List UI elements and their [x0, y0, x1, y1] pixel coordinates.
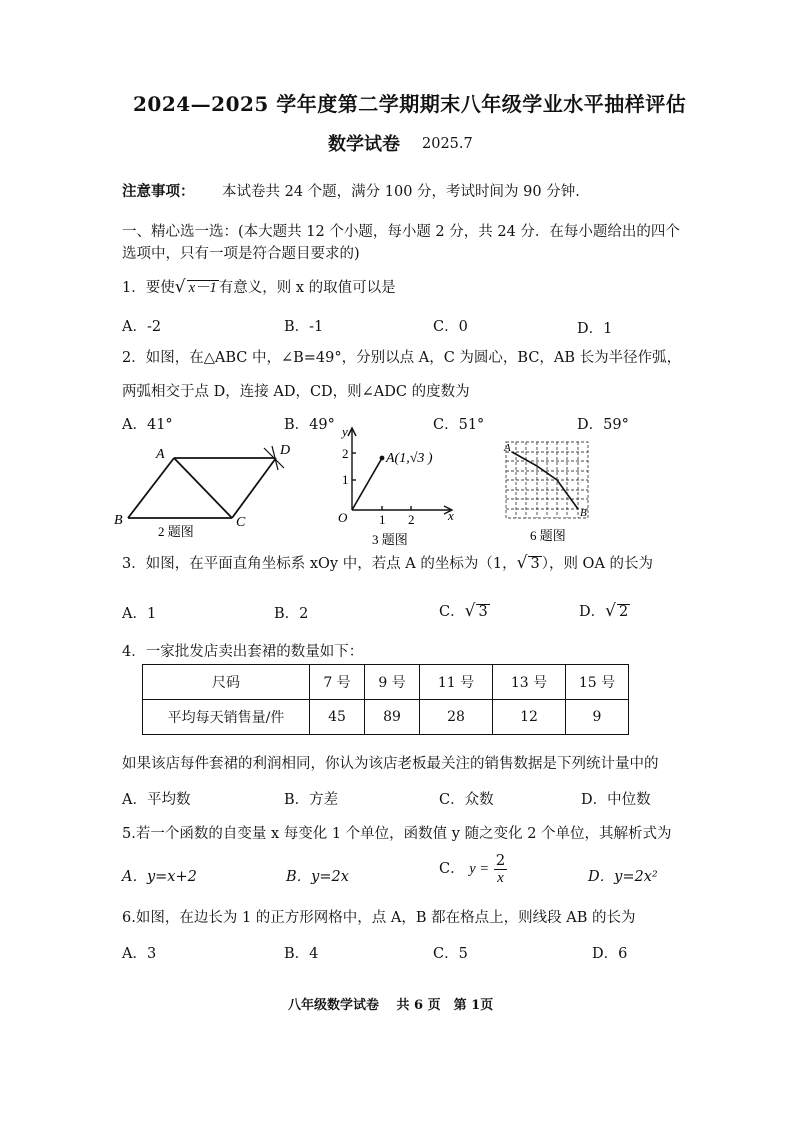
fig6-label-a: A — [504, 442, 511, 454]
table-cell: 7 号 — [310, 665, 365, 700]
table-cell: 12 — [493, 700, 566, 735]
table-cell: 尺码 — [143, 665, 310, 700]
q5-option-b[interactable]: B．y=2x — [286, 869, 349, 885]
q5-option-d[interactable]: D．y=2x² — [588, 869, 658, 885]
table-cell: 89 — [365, 700, 420, 735]
fraction-denominator: x — [497, 869, 504, 886]
q3-option-c[interactable]: C．√ 3 — [439, 601, 488, 621]
page-footer: 八年级数学试卷 共 6 页 第 1页 — [288, 998, 494, 1013]
q6-option-d[interactable]: D．6 — [592, 946, 628, 962]
q1-option-a[interactable]: A．-2 — [122, 319, 162, 335]
table-row — [143, 665, 629, 700]
q4-option-d[interactable]: D．中位数 — [581, 792, 651, 808]
table-cell: 28 — [420, 700, 493, 735]
table-cell: 平均每天销售量/件 — [143, 700, 310, 735]
fig3-point-label: A(1,√3 ) — [386, 451, 433, 466]
fig3-x-label: x — [448, 508, 454, 523]
table-cell: 45 — [310, 700, 365, 735]
q3-option-c-label: C． — [439, 604, 465, 620]
fig2-label-d: D — [280, 443, 291, 458]
notice-text: 本试卷共 24 个题，满分 100 分，考试时间为 90 分钟. — [222, 184, 580, 200]
exam-subtitle: 数学试卷 — [328, 134, 400, 155]
q1-option-c[interactable]: C．0 — [433, 319, 468, 335]
q3-option-c-rad: 3 — [478, 604, 488, 620]
q2-line2: 两弧相交于点 D，连接 AD，CD，则∠ADC 的度数为 — [122, 384, 470, 400]
fig3-x-tick-2: 2 — [408, 512, 415, 527]
exam-date: 2025.7 — [422, 136, 473, 152]
fig3-y-tick-1: 1 — [342, 472, 349, 487]
q4-question: 如果该店每件套裙的利润相同，你认为该店老板最关注的销售数据是下列统计量中的 — [122, 756, 659, 772]
q3-text-b: ），则 OA 的长为 — [541, 556, 654, 572]
q2-option-b[interactable]: B．49° — [284, 417, 335, 433]
q5-option-c-lhs: y = — [469, 861, 490, 877]
q3-text-a: 3．如图，在平面直角坐标系 xOy 中，若点 A 的坐标为（1， — [122, 556, 517, 572]
q5-option-c[interactable] — [439, 852, 507, 886]
table-cell: 11 号 — [420, 665, 493, 700]
fig3-x-tick-1: 1 — [379, 512, 386, 527]
notice-label: 注意事项： — [122, 183, 195, 200]
q6-option-a[interactable]: A．3 — [122, 946, 157, 962]
q1-prefix: 1．要使 — [122, 280, 175, 296]
table-cell: 15 号 — [566, 665, 629, 700]
fraction-numerator: 2 — [495, 851, 506, 869]
q6-option-b[interactable]: B．4 — [284, 946, 319, 962]
q3-radicand: 3 — [530, 556, 540, 572]
q4-stem: 4．一家批发店卖出套裙的数量如下： — [122, 644, 364, 660]
q5-option-c-label: C． — [439, 861, 465, 877]
figure-3 — [330, 420, 470, 550]
q5-stem: 5.若一个函数的自变量 x 每变化 1 个单位，函数值 y 随之变化 2 个单位，其解析式为 — [122, 826, 672, 842]
table-row — [143, 700, 629, 735]
fig3-y-label: y — [342, 424, 348, 439]
fig3-caption: 3 题图 — [372, 532, 408, 547]
q3-option-b[interactable]: B．2 — [274, 606, 309, 622]
q6-option-c[interactable]: C．5 — [433, 946, 468, 962]
q2-option-a[interactable]: A．41° — [122, 417, 173, 433]
table-cell: 9 — [566, 700, 629, 735]
q2-option-c[interactable]: C．51° — [433, 417, 485, 433]
q3-option-d[interactable]: D．√ 2 — [579, 601, 629, 621]
q4-option-b[interactable]: B．方差 — [284, 792, 339, 808]
q1-option-d[interactable]: D．1 — [577, 321, 613, 337]
q2-line1: 2．如图，在△ABC 中，∠B=49°，分别以点 A，C 为圆心，BC，AB 长为半径作弧， — [122, 350, 682, 366]
fig2-label-a: A — [156, 447, 165, 462]
q3-option-a[interactable]: A．1 — [122, 606, 157, 622]
fig3-y-tick-2: 2 — [342, 446, 349, 461]
fig2-caption: 2 题图 — [158, 524, 194, 539]
figure-2 — [112, 438, 302, 548]
q3-stem: 3．如图，在平面直角坐标系 xOy 中，若点 A 的坐标为（1，√ 3 ），则 OA 的长为 — [122, 553, 654, 573]
q4-option-a[interactable]: A．平均数 — [122, 792, 191, 808]
fig2-label-c: C — [236, 515, 246, 530]
q1-stem: 1．要使√ x－1 有意义，则 x 的取值可以是 — [122, 277, 396, 297]
q3-option-d-rad: 2 — [618, 604, 629, 620]
table-cell: 9 号 — [365, 665, 420, 700]
exam-title: 2024—2025 学年度第二学期期末八年级学业水平抽样评估 — [133, 92, 687, 116]
sales-table — [142, 664, 629, 735]
figure-6 — [500, 436, 600, 546]
q6-stem: 6.如图，在边长为 1 的正方形网格中，点 A，B 都在格点上，则线段 AB 的长为 — [122, 910, 636, 926]
fig6-label-b: B — [580, 507, 587, 519]
section1-line2: 选项中，只有一项是符合题目要求的) — [122, 246, 360, 262]
section1-line1: 一、精心选一选：(本大题共 12 个小题，每小题 2 分，共 24 分．在每小题给出的四个 — [122, 224, 680, 240]
q4-option-c[interactable]: C．众数 — [439, 792, 494, 808]
fig6-caption: 6 题图 — [530, 528, 566, 543]
q1-radicand: x－1 — [188, 280, 217, 296]
fig2-label-b: B — [114, 513, 123, 528]
q1-suffix: 有意义，则 x 的取值可以是 — [218, 280, 396, 296]
q3-option-d-label: D． — [579, 604, 606, 620]
q2-option-d[interactable]: D．59° — [577, 417, 629, 433]
q1-option-b[interactable]: B．-1 — [284, 319, 324, 335]
q5-option-c-fraction — [494, 852, 508, 886]
table-cell: 13 号 — [493, 665, 566, 700]
fig3-origin: O — [338, 510, 348, 525]
q5-option-a[interactable]: A．y=x+2 — [122, 869, 197, 885]
